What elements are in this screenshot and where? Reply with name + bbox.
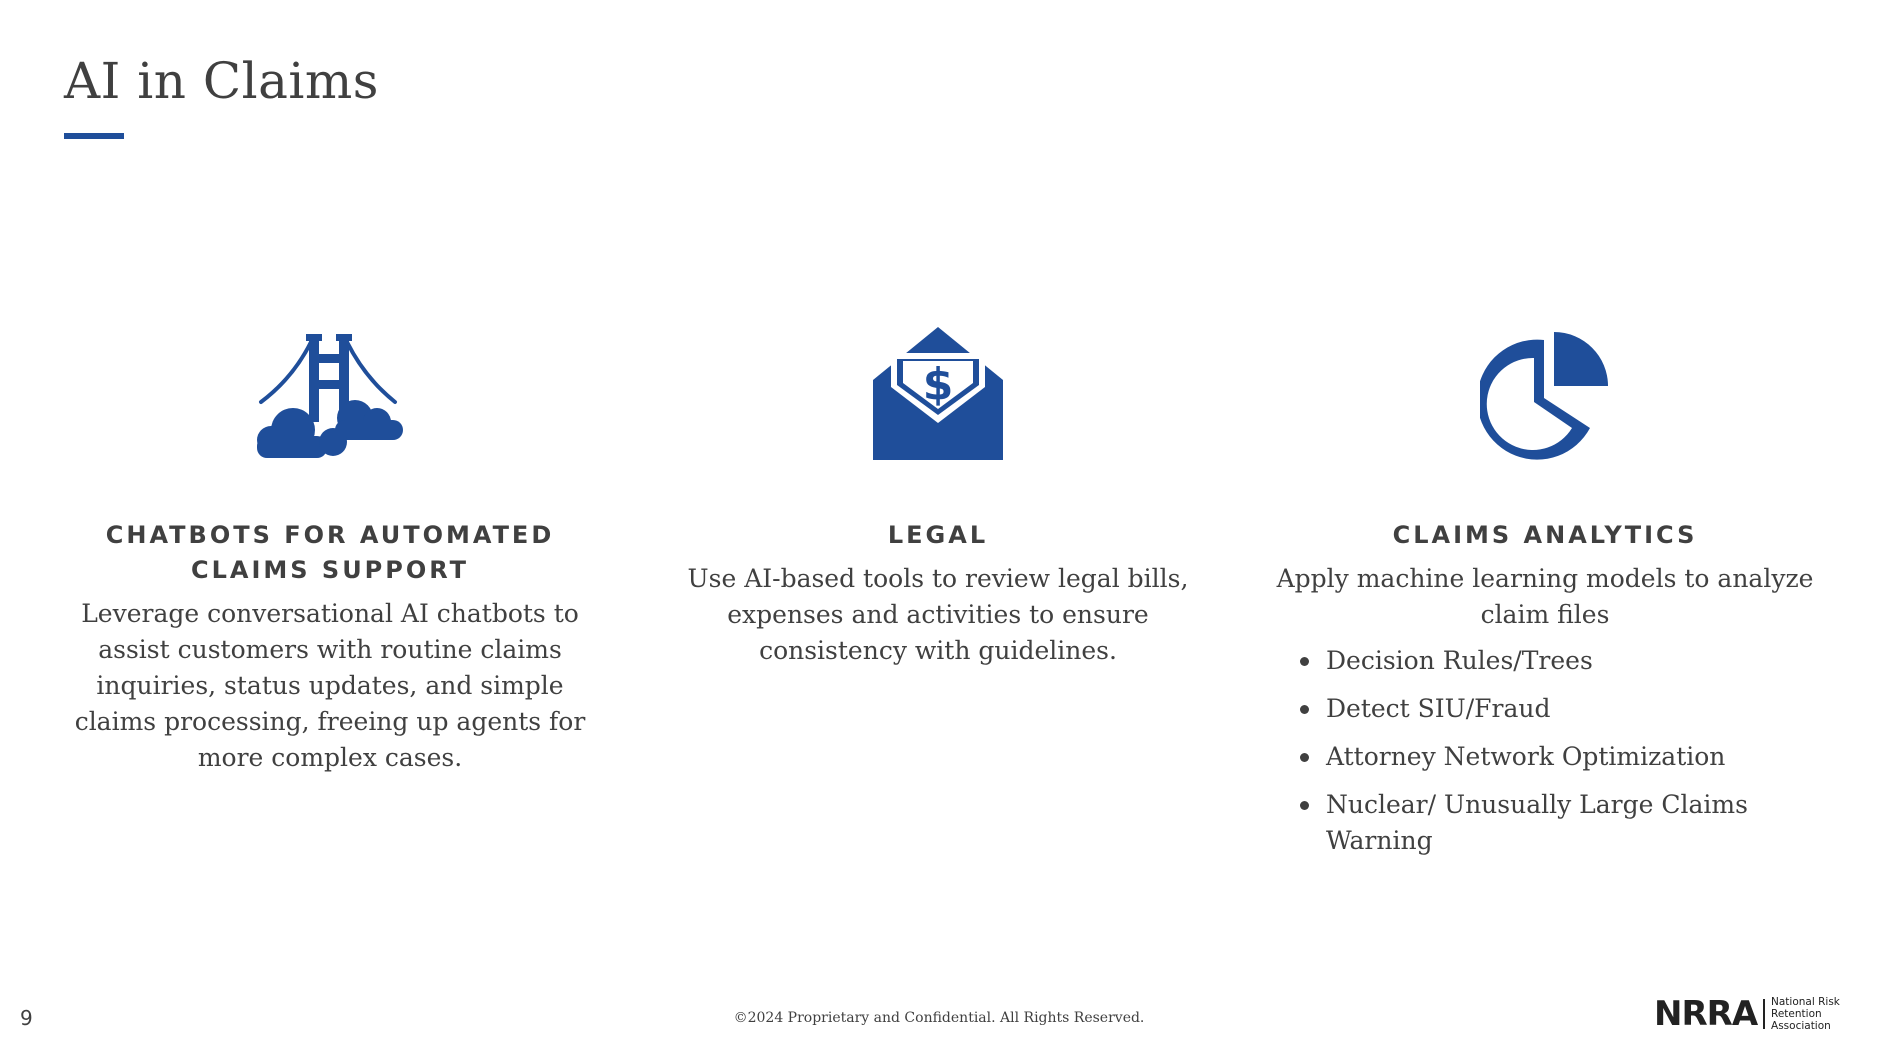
- svg-text:$: $: [922, 359, 954, 410]
- column-legal: [672, 320, 1204, 669]
- logo-line-2: Retention Association: [1771, 1008, 1831, 1032]
- analytics-bullet-list: [1274, 643, 1816, 859]
- column-heading: CHATBOTS FOR AUTOMATED CLAIMS SUPPORT: [105, 521, 555, 584]
- column-heading: CLAIMS ANALYTICS: [1392, 521, 1698, 549]
- page-title: AI in Claims: [64, 52, 379, 110]
- page-number: 9: [20, 1006, 33, 1030]
- pie-chart-icon: [1274, 320, 1816, 460]
- logo-line-1: National Risk: [1771, 996, 1840, 1008]
- column-claims-analytics: [1274, 320, 1816, 871]
- column-description: Use AI-based tools to review legal bills, expenses and activities to ensure consistency with guidelines.: [687, 564, 1189, 665]
- column-description: Apply machine learning models to analyze claim files: [1276, 564, 1814, 629]
- footer-copyright: ©2024 Proprietary and Confidential. All Rights Reserved.: [733, 1010, 1145, 1026]
- list-item: Attorney Network Optimization: [1300, 739, 1816, 775]
- envelope-dollar-icon: [672, 320, 1204, 460]
- logo-divider: [1763, 999, 1765, 1029]
- title-underline: [64, 133, 124, 139]
- list-item: Decision Rules/Trees: [1300, 643, 1816, 679]
- list-item: Detect SIU/Fraud: [1300, 691, 1816, 727]
- column-description: Leverage conversational AI chatbots to assist customers with routine claims inquiries, status updates, and simple claims processing, freeing up agents for more complex cases.: [74, 599, 586, 772]
- column-chatbots: [64, 320, 596, 776]
- logo-subtitle: [1771, 996, 1878, 1032]
- logo-wordmark: NRRA: [1654, 994, 1758, 1034]
- list-item: Nuclear/ Unusually Large Claims Warning: [1300, 787, 1816, 859]
- nrra-logo: [1654, 994, 1878, 1034]
- column-heading: LEGAL: [887, 521, 989, 549]
- bridge-clouds-icon: [64, 320, 596, 460]
